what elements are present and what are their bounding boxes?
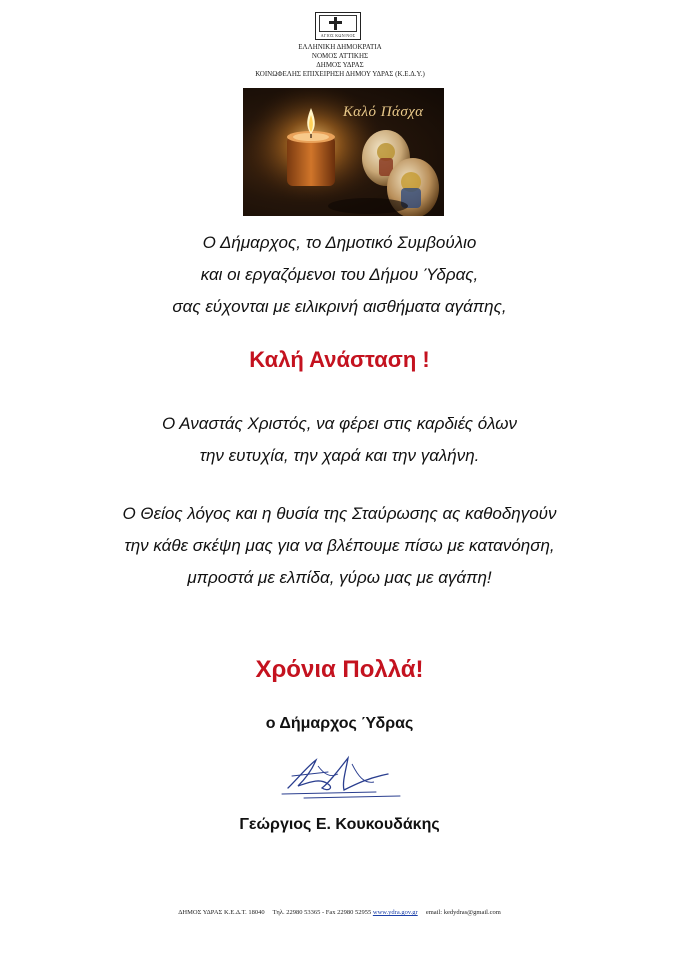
footer-fax: Fax 22980 52955 xyxy=(325,909,372,916)
letterhead xyxy=(200,43,480,79)
footer-phone: Τηλ. 22980 53365 - xyxy=(272,909,325,916)
signatory-name: Γεώργιος Ε. Κουκουδάκης xyxy=(239,816,440,833)
handwritten-signature xyxy=(268,748,408,803)
footer-org: ΔΗΜΟΣ ΥΔΡΑΣ Κ.Ε.Δ.Τ. 18040 xyxy=(178,909,265,916)
municipality-emblem xyxy=(315,12,361,40)
message-line: Ο Θείος λόγος και η θυσία της Σταύρωσης ας καθοδηγούν xyxy=(122,504,557,523)
footer-email: email: kedydras@gmail.com xyxy=(425,909,501,916)
letterhead-line: ΕΛΛΗΝΙΚΗ ΔΗΜΟΚΡΑΤΙΑ xyxy=(298,43,382,51)
wish-line: Ο Αναστάς Χριστός, να φέρει στις καρδιές όλων xyxy=(161,414,518,433)
greeting-line: και οι εργαζόμενοι του Δήμου Ύδρας, xyxy=(200,265,479,284)
greeting-line: Ο Δήμαρχος, το Δημοτικό Συμβούλιο xyxy=(202,233,477,252)
message-line: την κάθε σκέψη μας για να βλέπουμε πίσω με κατανόηση, xyxy=(124,536,555,555)
easter-candle-image xyxy=(243,88,444,216)
signatory-title: ο Δήμαρχος Ύδρας xyxy=(265,715,414,732)
emblem-text: ΑΓΙΟΣ ΚΩΝ/ΝΟΣ xyxy=(320,33,356,38)
wish-paragraph xyxy=(20,408,659,472)
footer-contact xyxy=(20,909,659,916)
resurrection-wish: Καλή Ανάσταση ! xyxy=(249,347,430,372)
message-paragraph xyxy=(20,498,659,594)
easter-caption: Καλό Πάσχα xyxy=(343,104,424,120)
message-line: μπροστά με ελπίδα, γύρω μας με αγάπη! xyxy=(187,568,492,587)
wish-line: την ευτυχία, την χαρά και την γαλήνη. xyxy=(199,446,480,465)
greeting-paragraph xyxy=(20,227,659,323)
letterhead-line: ΔΗΜΟΣ ΥΔΡΑΣ xyxy=(316,61,364,69)
closing-wish: Χρόνια Πολλά! xyxy=(255,656,424,683)
letterhead-line: ΚΟΙΝΩΦΕΛΗΣ ΕΠΙΧΕΙΡΗΣΗ ΔΗΜΟΥ ΥΔΡΑΣ (Κ.Ε.Δ.Υ.) xyxy=(255,70,425,78)
letterhead-line: ΝΟΜΟΣ ΑΤΤΙΚΗΣ xyxy=(311,52,369,60)
footer-website-link[interactable]: www.ydra.gov.gr xyxy=(372,909,418,916)
greeting-line: σας εύχονται με ειλικρινή αισθήματα αγάπης, xyxy=(172,297,507,316)
